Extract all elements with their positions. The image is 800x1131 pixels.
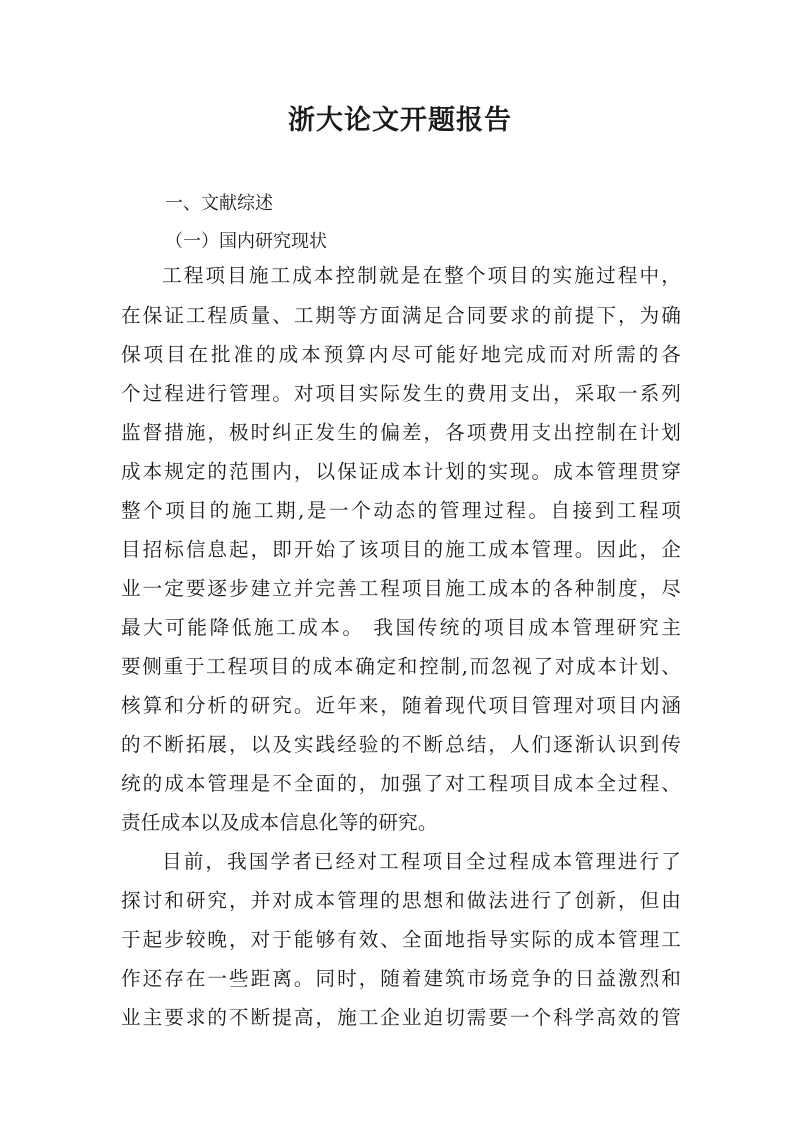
paragraph-line: 责任成本以及成本信息化等的研究。 [121,811,438,834]
paragraph-line: 业主要求的不断提高，施工企业迫切需要一个科学高效的管 [121,1006,681,1029]
paragraph-line: 最大可能降低施工成本。 我国传统的项目成本管理研究主 [121,616,681,639]
paragraph-line: 个过程进行管理。对项目实际发生的费用支出，采取一系列 [121,382,681,405]
paragraph-line: 探讨和研究，并对成本管理的思想和做法进行了创新，但由 [121,889,681,912]
subsection-heading: （一）国内研究现状 [165,231,327,252]
paragraph-line: 核算和分析的研究。近年来，随着现代项目管理对项目内涵 [121,694,681,717]
paragraph-line: 保项目在批准的成本预算内尽可能好地完成而对所需的各 [121,343,681,366]
paragraph-line: 在保证工程质量、工期等方面满足合同要求的前提下，为确 [121,304,681,327]
paragraph-line: 的不断拓展，以及实践经验的不断总结，人们逐渐认识到传 [121,733,681,756]
paragraph-line: 统的成本管理是不全面的，加强了对工程项目成本全过程、 [121,772,681,795]
document-title: 浙大论文开题报告 [288,105,512,136]
paragraph-line: 成本规定的范围内，以保证成本计划的实现。成本管理贯穿 [121,460,681,483]
section-heading: 一、文献综述 [165,193,273,214]
paragraph-line: 业一定要逐步建立并完善工程项目施工成本的各种制度，尽 [121,577,681,600]
paragraph-line: 整个项目的施工期,是一个动态的管理过程。自接到工程项 [121,499,681,522]
paragraph-line: 监督措施，极时纠正发生的偏差，各项费用支出控制在计划 [121,421,681,444]
paragraph-line: 目前，我国学者已经对工程项目全过程成本管理进行了 [162,850,681,873]
paragraph-line: 工程项目施工成本控制就是在整个项目的实施过程中， [162,264,681,287]
paragraph-line: 于起步较晚，对于能够有效、全面地指导实际的成本管理工 [121,928,681,951]
paragraph-line: 作还存在一些距离。同时，随着建筑市场竞争的日益激烈和 [121,967,681,990]
paragraph-line: 要侧重于工程项目的成本确定和控制,而忽视了对成本计划、 [121,655,681,678]
paragraph-line: 目招标信息起，即开始了该项目的施工成本管理。因此，企 [121,538,681,561]
